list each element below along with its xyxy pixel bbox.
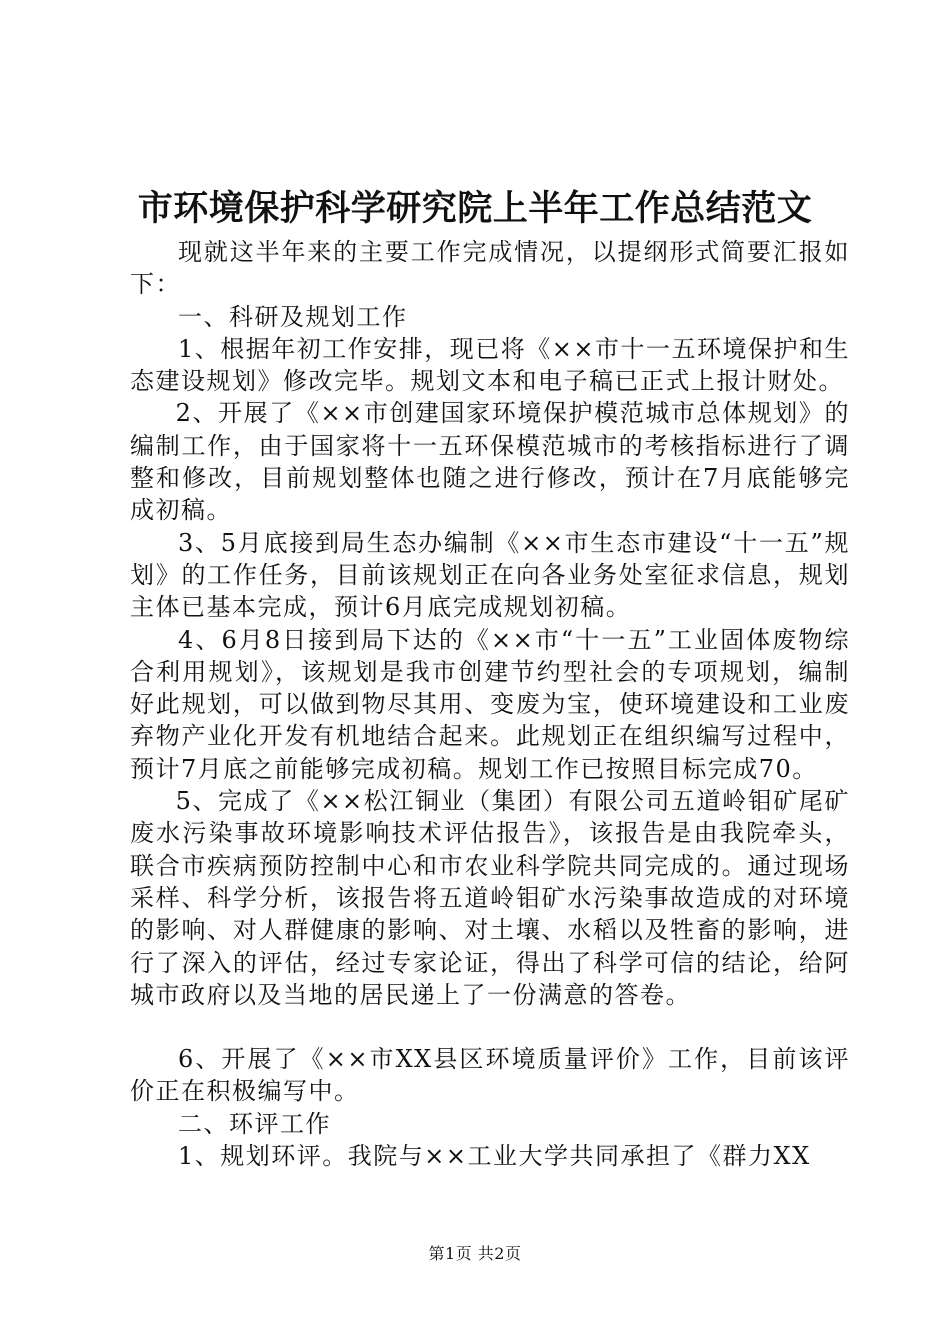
document-title: 市环境保护科学研究院上半年工作总结范文 [137,188,813,229]
paragraph-item-3: 3、5月底接到局生态办编制《××市生态市建设“十一五”规划》的工作任务，目前该规划正在向各业务处室征求信息，规划主体已基本完成，预计6月底完成规划初稿。 [130,528,850,622]
document-body [130,236,850,1172]
paragraph-item-5: 5、完成了《××松江铜业（集团）有限公司五道岭钼矿尾矿废水污染事故环境影响技术评估报告》，该报告是由我院牵头，联合市疾病预防控制中心和市农业科学院共同完成的。通过现场采样、科学分析，该报告将五道岭钼矿水污染事故造成的对环境的影响、对人群健康的影响、对土壤、水稻以及牲畜的影响，进行了深入的评估，经过专家论证，得出了科学可信的结论，给阿城市政府以及当地的居民递上了一份满意的答卷。 [130,787,850,1009]
paragraph-item-2: 2、开展了《××市创建国家环境保护模范城市总体规划》的编制工作，由于国家将十一五环保模范城市的考核指标进行了调整和修改，目前规划整体也随之进行修改，预计在7月底能够完成初稿。 [130,399,850,525]
paragraph-intro: 现就这半年来的主要工作完成情况，以提纲形式简要汇报如下： [130,238,850,299]
section-heading-eia: 二、环评工作 [178,1109,331,1138]
paragraph-eia-item-1: 1、规划环评。我院与××工业大学共同承担了《群力XX [178,1142,811,1171]
section-heading-research: 一、科研及规划工作 [178,302,408,331]
paragraph-item-4: 4、6月8日接到局下达的《××市“十一五”工业固体废物综合利用规划》，该规划是我市创建节约型社会的专项规划，编制好此规划，可以做到物尽其用、变废为宝，使环境建设和工业废弃物产业化开发有机地结合起来。此规划正在组织编写过程中，预计7月底之前能够完成初稿。规划工作已按照目标完成70。 [130,625,850,783]
paragraph-item-1: 1、根据年初工作安排，现已将《××市十一五环境保护和生态建设规划》修改完毕。规划文本和电子稿已正式上报计财处。 [130,334,850,396]
page-number-footer: 第1页 共2页 [428,1244,522,1263]
paragraph-item-6: 6、开展了《××市XX县区环境质量评价》工作，目前该评价正在积极编写中。 [130,1045,850,1106]
